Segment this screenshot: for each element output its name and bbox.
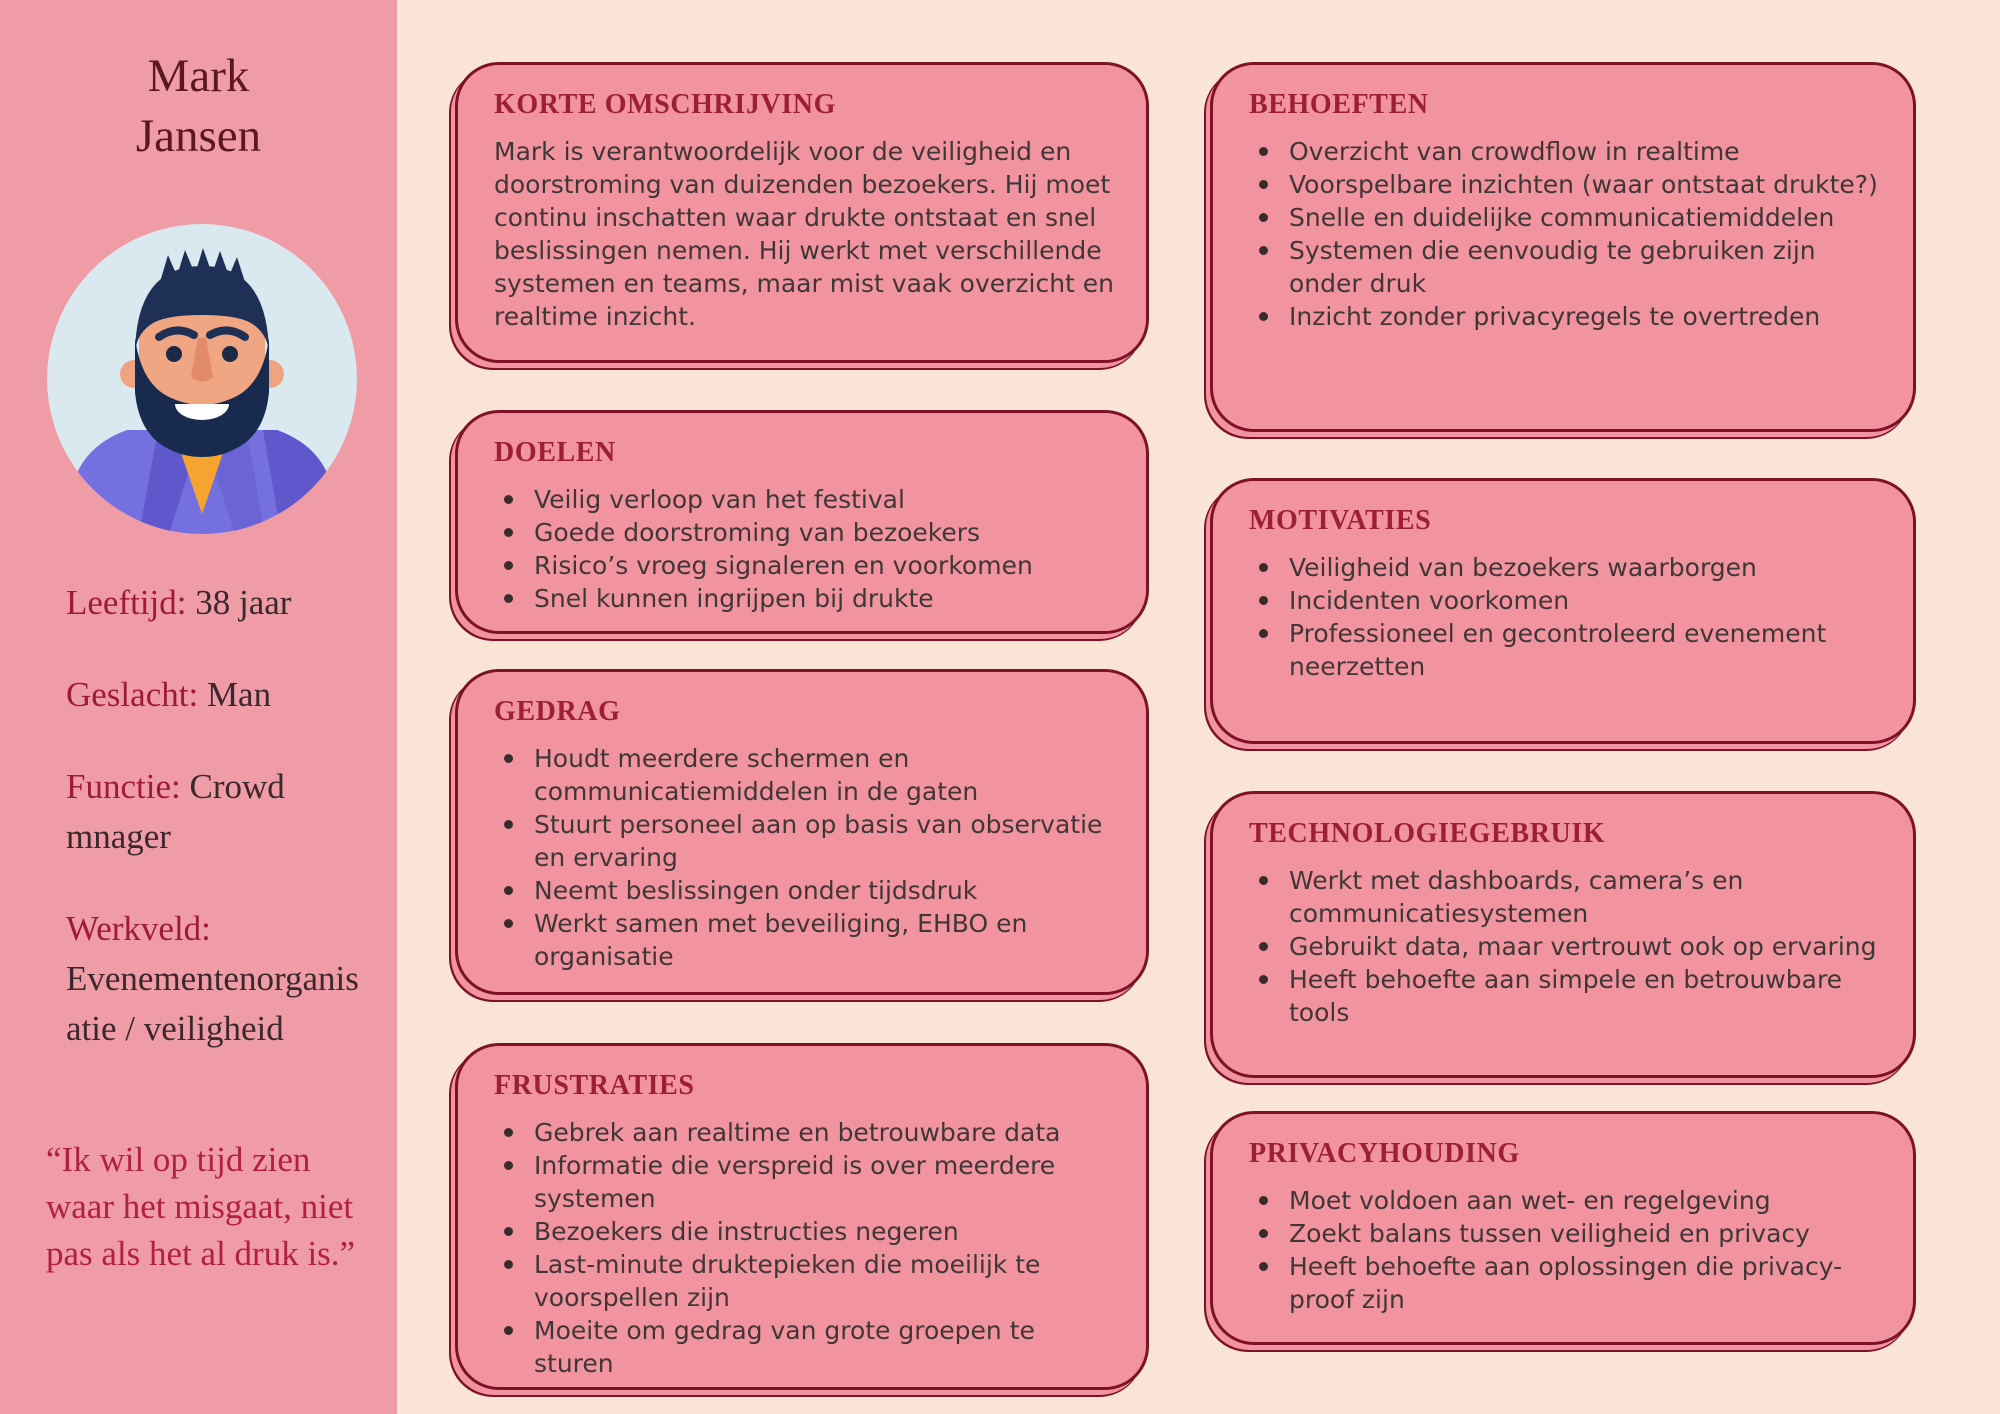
bullet-item: Stuurt personeel aan op basis van observatie en ervaring: [534, 808, 1122, 874]
detail-leeftijd: [66, 578, 366, 628]
card-title: PRIVACYHOUDING: [1249, 1138, 1520, 1169]
persona-name-line2: Jansen: [135, 110, 262, 162]
card-title: BEHOEFTEN: [1249, 89, 1429, 120]
bullet-item: Overzicht van crowdflow in realtime: [1289, 135, 1889, 168]
bullet-item: Veilig verloop van het festival: [534, 483, 1122, 516]
card-title: GEDRAG: [494, 696, 621, 727]
bullet-item: Werkt met dashboards, camera’s en communicatiesystemen: [1289, 864, 1889, 930]
card-gedrag: [455, 669, 1149, 995]
bullet-item: Heeft behoefte aan simpele en betrouwbare tools: [1289, 963, 1889, 1029]
detail-label: Geslacht:: [66, 675, 207, 714]
detail-functie: [66, 762, 366, 862]
detail-label: Functie:: [66, 767, 190, 806]
bullet-list: [458, 483, 1146, 615]
bullet-item: Professioneel en gecontroleerd evenement neerzetten: [1289, 617, 1889, 683]
bullet-item: Voorspelbare inzichten (waar ontstaat drukte?): [1289, 168, 1889, 201]
card-title: TECHNOLOGIEGEBRUIK: [1249, 818, 1606, 849]
card-doelen: [455, 410, 1149, 634]
card-technologiegebruik: [1210, 791, 1916, 1078]
bullet-item: Werkt samen met beveiliging, EHBO en organisatie: [534, 907, 1122, 973]
bullet-list: [458, 742, 1146, 973]
card-behoeften: [1210, 62, 1916, 432]
bullet-item: Systemen die eenvoudig te gebruiken zijn onder druk: [1289, 234, 1889, 300]
detail-value: 38 jaar: [195, 583, 292, 622]
card-privacyhouding: [1210, 1111, 1916, 1345]
detail-value: Crowd mnager: [66, 767, 285, 856]
bullet-item: Gebruikt data, maar vertrouwt ook op ervaring: [1289, 930, 1889, 963]
bullet-list: [1213, 1184, 1913, 1316]
bullet-item: Bezoekers die instructies negeren: [534, 1215, 1122, 1248]
persona-quote: “Ik wil op tijd zien waar het misgaat, niet pas als het al druk is.”: [46, 1140, 356, 1273]
bullet-item: Houdt meerdere schermen en communicatiemiddelen in de gaten: [534, 742, 1122, 808]
detail-value: Man: [206, 675, 272, 714]
bullet-list: [1213, 551, 1913, 683]
card-title: KORTE OMSCHRIJVING: [494, 89, 836, 120]
bullet-item: Moet voldoen aan wet- en regelgeving: [1289, 1184, 1889, 1217]
bullet-item: Incidenten voorkomen: [1289, 584, 1889, 617]
detail-geslacht: [66, 670, 366, 720]
bullet-item: Snel kunnen ingrijpen bij drukte: [534, 582, 1122, 615]
bullet-item: Informatie die verspreid is over meerdere systemen: [534, 1149, 1122, 1215]
bullet-item: Goede doorstroming van bezoekers: [534, 516, 1122, 549]
card-title: DOELEN: [494, 437, 616, 468]
card-motivaties: [1210, 478, 1916, 744]
bullet-item: Inzicht zonder privacyregels te overtreden: [1289, 300, 1889, 333]
bullet-item: Snelle en duidelijke communicatiemiddelen: [1289, 201, 1889, 234]
bullet-list: [458, 1116, 1146, 1380]
bullet-item: Heeft behoefte aan oplossingen die privacy-proof zijn: [1289, 1250, 1889, 1316]
detail-value: Evenementenorganisatie / veiligheid: [66, 959, 359, 1048]
bullet-item: Last-minute druktepieken die moeilijk te voorspellen zijn: [534, 1248, 1122, 1314]
detail-label: Werkveld:: [66, 909, 211, 948]
bullet-item: Zoekt balans tussen veiligheid en privacy: [1289, 1217, 1889, 1250]
bullet-list: [1213, 135, 1913, 333]
detail-label: Leeftijd:: [66, 583, 196, 622]
card-korte-omschrijving: [455, 62, 1149, 363]
persona-details: [66, 578, 366, 1096]
bullet-item: Gebrek aan realtime en betrouwbare data: [534, 1116, 1122, 1149]
card-title: FRUSTRATIES: [494, 1070, 695, 1101]
persona-name-line1: Mark: [147, 50, 250, 102]
bullet-item: Risico’s vroeg signaleren en voorkomen: [534, 549, 1122, 582]
sidebar: [0, 0, 397, 1414]
bullet-item: Veiligheid van bezoekers waarborgen: [1289, 551, 1889, 584]
bullet-item: Moeite om gedrag van grote groepen te sturen: [534, 1314, 1122, 1380]
card-title: MOTIVATIES: [1249, 505, 1432, 536]
avatar: [47, 224, 357, 534]
detail-werkveld: [66, 904, 366, 1054]
persona-name: [0, 46, 397, 166]
card-frustraties: [455, 1043, 1149, 1390]
bullet-item: Neemt beslissingen onder tijdsdruk: [534, 874, 1122, 907]
bullet-list: [1213, 864, 1913, 1029]
card-body-text: Mark is verantwoordelijk voor de veiligheid en doorstroming van duizenden bezoekers. Hij moet continu inschatten waar drukte ontstaat en snel beslissingen nemen. Hij werkt met verschillende systemen en teams, maar mist vaak overzicht en realtime inzicht.: [494, 137, 1115, 331]
avatar-illustration: [47, 224, 357, 534]
